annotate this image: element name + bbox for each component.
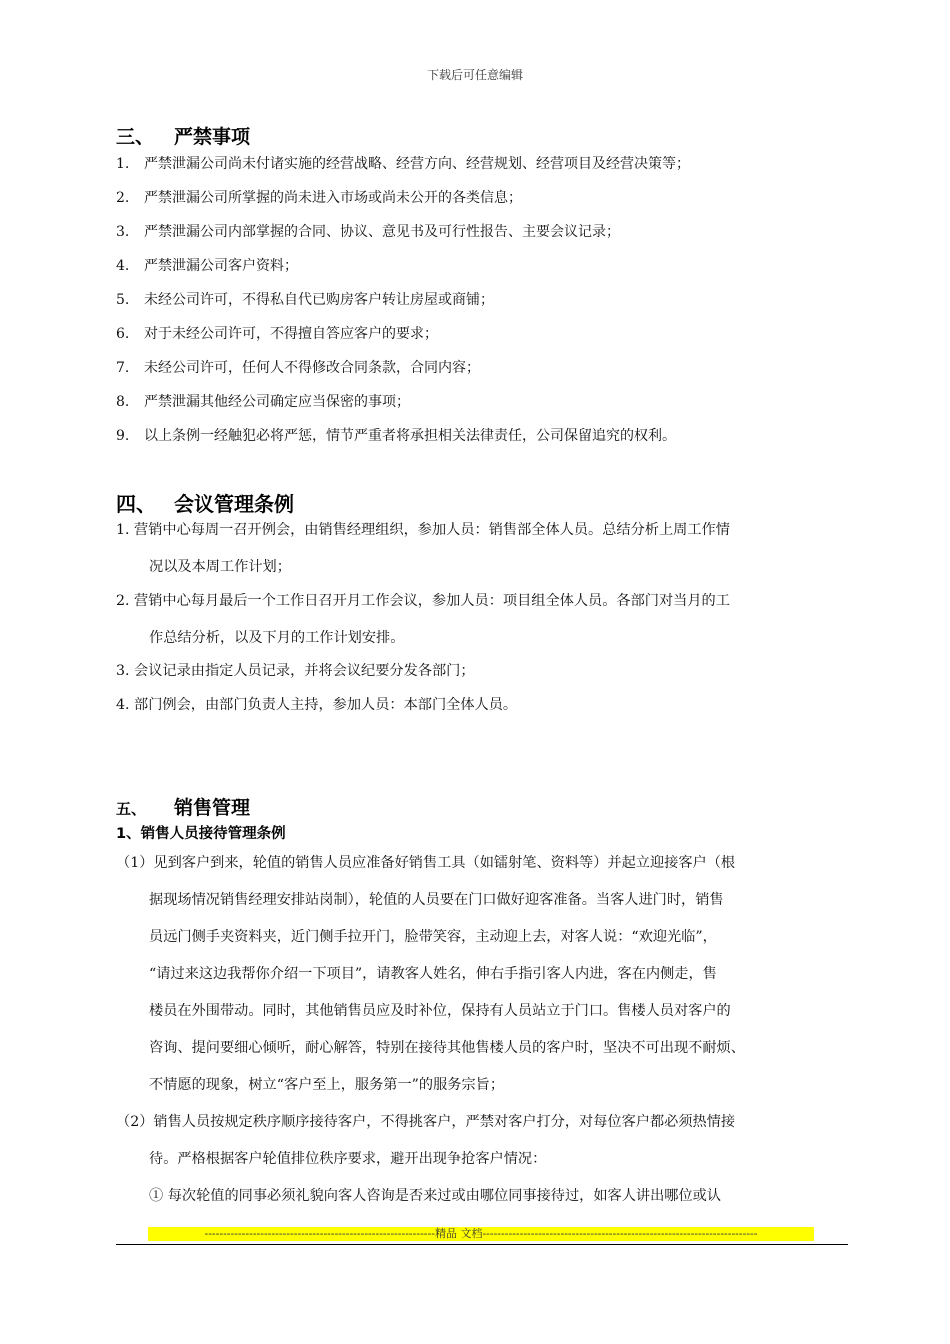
paragraph-line: 待。严格根据客户轮值排位秩序要求，避开出现争抢客户情况： <box>149 1151 547 1167</box>
paragraph-line: 不情愿的现象，树立“客户至上，服务第一”的服务宗旨； <box>149 1077 505 1093</box>
paragraph-line: ① 每次轮值的同事必须礼貌向客人咨询是否来过或由哪位同事接待过，如客人讲出哪位或认 <box>149 1188 722 1204</box>
meeting-rule-item <box>116 694 851 714</box>
section-4-number: 四、 <box>116 492 156 516</box>
meeting-rule-continuation: 作总结分析，以及下月的工作计划安排。 <box>149 630 405 646</box>
list-item-number: 6. <box>116 326 130 342</box>
list-item-number: 8. <box>116 394 130 410</box>
list-item <box>116 425 676 445</box>
list-item-text: 严禁泄漏公司客户资料； <box>144 258 298 274</box>
paragraph-line: “请过来这边我帮你介绍一下项目”，请教客人姓名，伸右手指引客人内进，客在内侧走，售 <box>149 966 717 982</box>
section-4-heading: 会议管理条例 <box>174 492 294 516</box>
list-item-text: 严禁泄漏公司尚未付诸实施的经营战略、经营方向、经营规划、经营项目及经营决策等； <box>144 156 690 172</box>
paragraph-line: （1）见到客户到来，轮值的销售人员应准备好销售工具（如镭射笔、资料等）并起立迎接客户（根 <box>116 855 736 871</box>
list-item-text: 对于未经公司许可，不得擅自答应客户的要求； <box>144 326 438 342</box>
meeting-rule-item <box>116 590 851 647</box>
list-item <box>116 255 298 275</box>
section-5-number: 五、 <box>116 800 147 818</box>
paragraph-line: （2）销售人员按规定秩序顺序接待客户，不得挑客户，严禁对客户打分，对每位客户都必须热情接 <box>116 1114 736 1130</box>
list-item-number: 2. <box>116 190 130 206</box>
list-item-text: 严禁泄漏公司所掌握的尚未进入市场或尚未公开的各类信息； <box>144 190 522 206</box>
meeting-rule-item <box>116 519 851 576</box>
list-item-text: 以上条例一经触犯必将严惩，情节严重者将承担相关法律责任，公司保留追究的权利。 <box>144 428 676 444</box>
list-item-number: 4. <box>116 258 130 274</box>
meeting-rule-text: 1. 营销中心每周一召开例会，由销售经理组织，参加人员：销售部全体人员。总结分析上周工作情 <box>116 522 730 538</box>
list-item-number: 1. <box>116 156 130 172</box>
meeting-rule-text: 2. 营销中心每月最后一个工作日召开月工作会议，参加人员：项目组全体人员。各部门对当月的工 <box>116 593 730 609</box>
section-3-heading: 严禁事项 <box>174 126 251 148</box>
sales-rule-paragraph-1 <box>116 845 856 1104</box>
meeting-rule-text: 3. 会议记录由指定人员记录，并将会议纪要分发各部门； <box>116 663 475 679</box>
sales-rule-paragraph-2 <box>116 1104 856 1215</box>
list-item-text: 未经公司许可，不得私自代已购房客户转让房屋或商铺； <box>144 292 494 308</box>
list-item-text: 严禁泄漏公司内部掌握的合同、协议、意见书及可行性报告、主要会议记录； <box>144 224 620 240</box>
footer-divider <box>116 1244 848 1245</box>
section-5-title <box>116 793 250 820</box>
list-item <box>116 323 438 343</box>
page-header-note: 下载后可任意编辑 <box>426 68 523 82</box>
list-item-number: 7. <box>116 360 130 376</box>
footer-watermark: --------------------------------------------------------------精品 文档-------------------------------------------------------------------------- <box>148 1227 814 1241</box>
list-item-number: 3. <box>116 224 130 240</box>
list-item <box>116 153 690 173</box>
section-5-subtitle: 1、销售人员接待管理条例 <box>116 826 286 842</box>
list-item-number: 5. <box>116 292 130 308</box>
list-item <box>116 357 480 377</box>
section-5-heading: 销售管理 <box>174 797 251 819</box>
paragraph-line: 据现场情况销售经理安排站岗制），轮值的人员要在门口做好迎客准备。当客人进门时，销售 <box>149 892 724 908</box>
section-3-number: 三、 <box>116 126 155 148</box>
meeting-rule-continuation: 况以及本周工作计划； <box>149 559 291 575</box>
list-item <box>116 391 410 411</box>
paragraph-line: 咨询、提问要细心倾听，耐心解答，特别在接待其他售楼人员的客户时，坚决不可出现不耐烦、 <box>149 1040 745 1056</box>
list-item-number: 9. <box>116 428 130 444</box>
list-item <box>116 187 522 207</box>
list-item <box>116 289 494 309</box>
section-3-title <box>116 122 250 149</box>
section-4-title <box>116 488 294 517</box>
list-item <box>116 221 620 241</box>
paragraph-line: 楼员在外围带动。同时，其他销售员应及时补位，保持有人员站立于门口。售楼人员对客户的 <box>149 1003 731 1019</box>
meeting-rule-text: 4. 部门例会，由部门负责人主持，参加人员：本部门全体人员。 <box>116 697 518 713</box>
paragraph-line: 员远门侧手夹资料夹，近门侧手拉开门，脸带笑容，主动迎上去，对客人说：“欢迎光临”， <box>149 929 717 945</box>
list-item-text: 严禁泄漏其他经公司确定应当保密的事项； <box>144 394 410 410</box>
list-item-text: 未经公司许可，任何人不得修改合同条款，合同内容； <box>144 360 480 376</box>
meeting-rule-item <box>116 660 851 680</box>
